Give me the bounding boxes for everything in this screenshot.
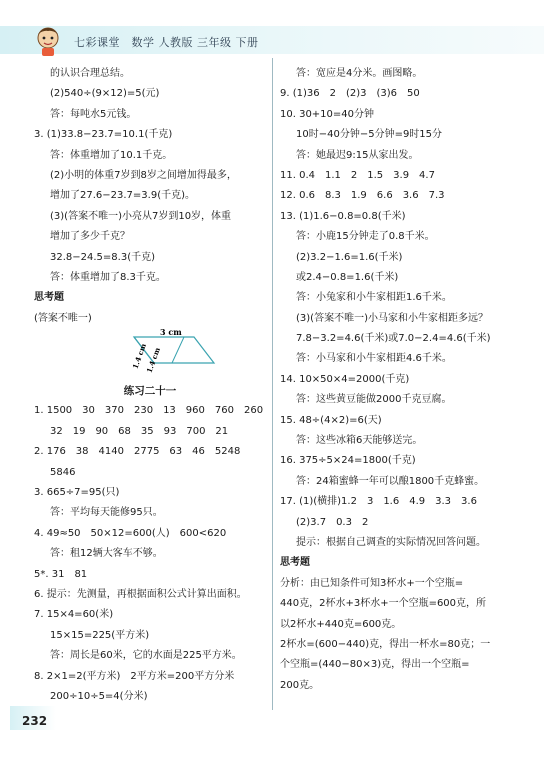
answer-2: 2. 176 38 4140 2775 63 46 5248 [34,446,241,458]
text-line: 提示：根据自己调查的实际情况回答问题。 [296,536,486,548]
text-line: 答：这些黄豆能做2000千克豆腐。 [296,394,452,406]
page-number: 232 [22,714,48,728]
answer-3b: 3. 665÷7=95(只) [34,487,120,499]
text-line: 5846 [50,466,76,478]
text-line: 答：24箱蜜蜂一年可以酿1800千克蜂蜜。 [296,475,485,487]
text-line: 15×15=225(平方米) [50,629,150,641]
text-line: 增加了多少千克？ [50,231,130,243]
text-line: 答：她最迟9:15从家出发。 [296,149,419,161]
answer-6: 6. 提示：先测量，再根据面积公式计算出面积。 [34,588,247,600]
section-heading-thinking-2: 思考题 [280,557,310,569]
text-line: 7.8−3.2=4.6(千米)或7.0−2.4=4.6(千米) [296,333,491,345]
text-line: 答：租12辆大客车不够。 [50,548,163,560]
answer-10: 10. 30+10=40分钟 [280,108,375,120]
text-line: (3)(答案不唯一)小马家和小牛家相距多远？ [296,312,488,324]
parallelogram-diagram [34,329,266,381]
right-column [280,64,512,696]
answer-14: 14. 10×50×4=2000(千克) [280,373,410,385]
text-line: 440克，2杯水+3杯水+一个空瓶=600克，所 [280,598,487,610]
figure-top-label: 3 cm [160,329,182,338]
text-line: 答：宽应是4分米。画图略。 [296,68,423,79]
column-divider [272,58,273,710]
answer-5: 5*. 31 81 [34,568,88,580]
answer-1: 1. 1500 30 370 230 13 960 760 260 [34,405,264,417]
text-line: (答案不唯一) [34,312,92,324]
text-line: (2)小明的体重7岁到8岁之间增加得最多， [50,169,237,181]
text-line: 增加了27.6−23.7=3.9(千克)。 [50,190,195,202]
answer-17: 17. (1)(横排)1.2 3 1.6 4.9 3.3 3.6 [280,496,477,508]
text-line: 答：平均每天能修95只。 [50,507,163,519]
text-line: 答：这些冰箱6天能够送完。 [296,435,423,447]
header-title: 七彩课堂 数学 人教版 三年级 下册 [74,36,259,49]
section-heading-thinking: 思考题 [34,292,64,304]
left-column [34,64,266,707]
figure-side-label-1: 1.4 cm [130,342,148,371]
text-line: 答：小马家和小牛家相距4.6千米。 [296,353,452,365]
answer-15: 15. 48÷(4×2)=6(天) [280,414,382,426]
exercise-title: 练习二十一 [123,385,177,398]
text-line: (2)3.2−1.6=1.6(千米) [296,251,403,263]
parallelogram-figure [34,329,266,381]
answer-9: 9. (1)36 2 (2)3 (3)6 50 [280,88,420,100]
figure-side-label-2: 1.4 cm [144,346,162,375]
answer-8: 8. 2×1=2(平方米) 2平方米=200平方分米 [34,670,235,682]
text-line: 答：体重增加了8.3千克。 [50,271,166,283]
answer-4: 4. 49≈50 50×12=600(人) 600<620 [34,527,227,539]
text-line: 2杯水=(600−440)克，得出一杯水=80克；一 [280,638,491,650]
text-line: 200÷10÷5=4(分米) [50,690,148,702]
answer-11: 11. 0.4 1.1 2 1.5 3.9 4.7 [280,169,435,181]
text-line: (3)(答案不唯一)小亮从7岁到10岁，体重 [50,210,232,222]
text-line: 答：体重增加了10.1千克。 [50,149,173,161]
text-line: 或2.4−0.8=1.6(千米) [296,271,399,283]
text-line: 的认识合理总结。 [50,68,130,79]
answer-7: 7. 15×4=60(米) [34,609,114,621]
text-line: 答：小兔家和小牛家相距1.6千米。 [296,292,452,304]
answer-13: 13. (1)1.6−0.8=0.8(千米) [280,210,406,222]
text-line: 答：小鹿15分钟走了0.8千米。 [296,231,435,243]
answer-16: 16. 375÷5×24=1800(千克) [280,455,416,467]
text-line: (2)3.7 0.3 2 [296,516,369,528]
text-line: (2)540÷(9×12)=5(元) [50,88,160,100]
answer-3: 3. (1)33.8−23.7=10.1(千克) [34,129,173,141]
answer-12: 12. 0.6 8.3 1.9 6.6 3.6 7.3 [280,190,445,202]
text-line: 32 19 90 68 35 93 700 21 [50,425,229,437]
text-line: 200克。 [280,679,320,691]
text-line: 答：周长是60米，它的水面是225平方米。 [50,650,242,662]
text-line: 答：每吨水5元钱。 [50,108,137,120]
text-line: 以2杯水+440克=600克。 [280,618,402,630]
text-line: 个空瓶=(440−80×3)克，得出一个空瓶= [280,659,470,671]
mascot-icon [30,22,66,58]
text-line: 10时−40分钟−5分钟=9时15分 [296,129,443,141]
text-line: 32.8−24.5=8.3(千克) [50,251,155,263]
text-line: 分析：由已知条件可知3杯水+一个空瓶= [280,577,464,589]
